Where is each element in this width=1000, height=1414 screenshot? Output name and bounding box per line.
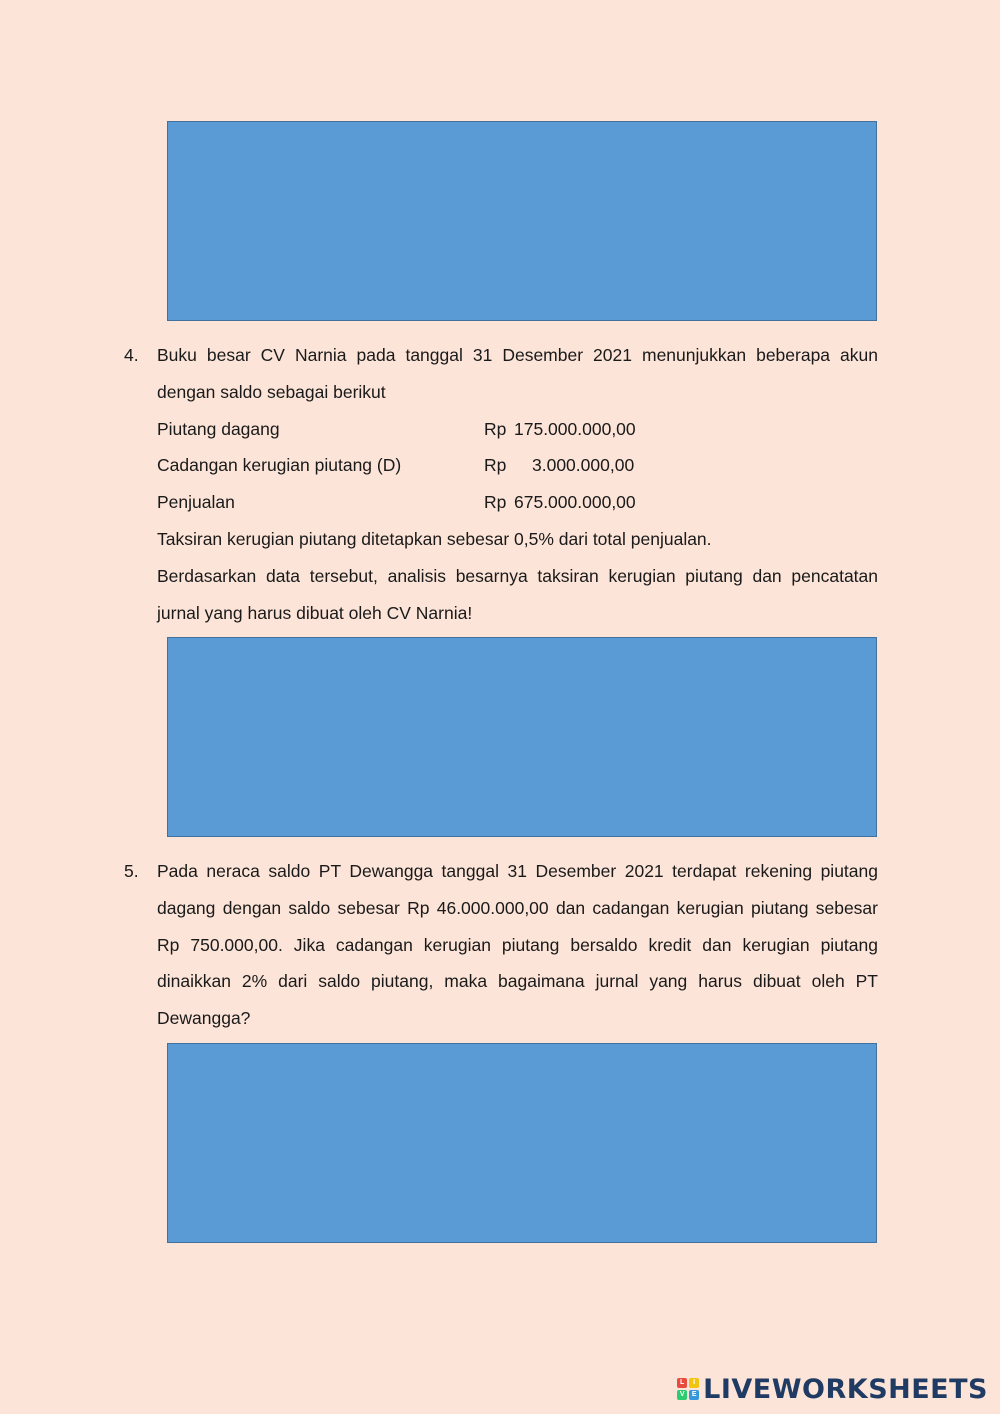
liveworksheets-logo xyxy=(677,1373,988,1405)
account-label: Penjualan xyxy=(157,492,235,513)
account-row xyxy=(157,447,878,484)
logo-letter-l: L xyxy=(677,1378,687,1388)
logo-letter-i: I xyxy=(689,1378,699,1388)
question-4 xyxy=(124,337,878,631)
account-value: 175.000.000,00 xyxy=(514,418,636,439)
account-amount xyxy=(484,484,636,521)
question-body xyxy=(157,337,878,631)
answer-box-question-5[interactable] xyxy=(167,1043,877,1243)
question-number: 4. xyxy=(124,345,139,365)
account-amount xyxy=(484,411,636,448)
account-value: 3.000.000,00 xyxy=(532,455,635,476)
account-amount xyxy=(484,447,634,484)
currency-symbol: Rp xyxy=(484,455,507,476)
answer-box-question-4[interactable] xyxy=(167,637,877,837)
account-value: 675.000.000,00 xyxy=(514,492,636,513)
logo-letter-v: V xyxy=(677,1390,687,1400)
logo-letter-e: E xyxy=(689,1390,699,1400)
logo-grid-icon xyxy=(677,1378,699,1400)
account-label: Piutang dagang xyxy=(157,418,280,439)
question-text: Pada neraca saldo PT Dewangga tanggal 31 Desember 2021 terdapat rekening piutang dagang dengan saldo sebesar Rp 46.000.000,00 dan cadangan kerugian piutang sebesar Rp 750.000,00. Jika cadangan kerugian piutang bersaldo kredit dan kerugian piutang dinaikkan 2% dari saldo piutang, maka bagaimana jurnal yang harus dibuat oleh PT Dewangga? xyxy=(157,861,878,1029)
account-row xyxy=(157,484,878,521)
question-note: Taksiran kerugian piutang ditetapkan sebesar 0,5% dari total penjualan. xyxy=(157,528,712,549)
question-5 xyxy=(124,853,878,1037)
question-number: 5. xyxy=(124,861,139,881)
answer-box-question-3[interactable] xyxy=(167,121,877,321)
question-intro: Buku besar CV Narnia pada tanggal 31 Desember 2021 menunjukkan beberapa akun dengan saldo sebagai berikut xyxy=(157,345,878,402)
logo-text: LIVEWORKSHEETS xyxy=(703,1373,988,1405)
account-label: Cadangan kerugian piutang (D) xyxy=(157,455,402,476)
currency-symbol: Rp xyxy=(484,492,507,513)
question-instruction: Berdasarkan data tersebut, analisis besarnya taksiran kerugian piutang dan pencatatan jurnal yang harus dibuat oleh CV Narnia! xyxy=(157,565,878,623)
account-row xyxy=(157,411,878,448)
currency-symbol: Rp xyxy=(484,418,507,439)
